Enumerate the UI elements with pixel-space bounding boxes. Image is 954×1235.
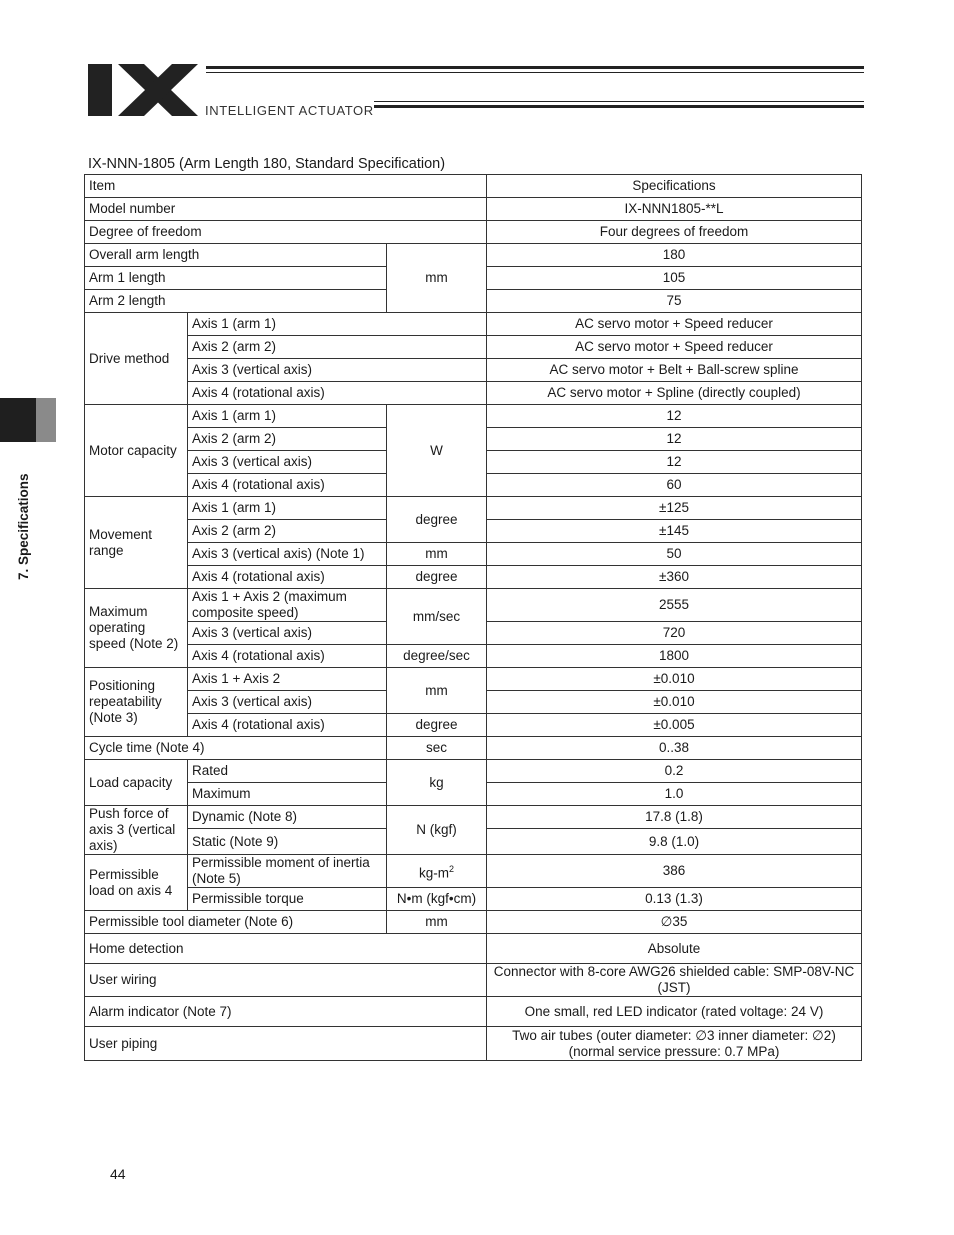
cell: Maximum bbox=[188, 783, 387, 806]
cell: ±0.005 bbox=[487, 714, 862, 737]
cell: Arm 1 length bbox=[85, 267, 387, 290]
unit-superscript: 2 bbox=[448, 863, 454, 874]
cell: ±360 bbox=[487, 566, 862, 589]
cell: 17.8 (1.8) bbox=[487, 806, 862, 829]
cell: One small, red LED indicator (rated voltage: 24 V) bbox=[487, 997, 862, 1027]
cell: Dynamic (Note 8) bbox=[188, 806, 387, 829]
cell: Specifications bbox=[487, 175, 862, 198]
cell: Absolute bbox=[487, 934, 862, 964]
page-number: 44 bbox=[110, 1166, 126, 1182]
cell: User wiring bbox=[85, 964, 487, 997]
unit-text: kg-m bbox=[418, 865, 449, 881]
cell: 386 bbox=[487, 855, 862, 888]
table-row bbox=[85, 566, 862, 589]
cell: AC servo motor + Belt + Ball-screw spline bbox=[487, 359, 862, 382]
table-row bbox=[85, 497, 862, 520]
table-row bbox=[85, 668, 862, 691]
table-row bbox=[85, 221, 862, 244]
cell: degree bbox=[387, 497, 487, 543]
cell: Cycle time (Note 4) bbox=[85, 737, 387, 760]
table-row bbox=[85, 336, 862, 359]
table-row bbox=[85, 175, 862, 198]
cell: 180 bbox=[487, 244, 862, 267]
cell: Drive method bbox=[85, 313, 188, 405]
cell: Rated bbox=[188, 760, 387, 783]
cell: Load capacity bbox=[85, 760, 188, 806]
cell: 12 bbox=[487, 428, 862, 451]
table-row bbox=[85, 806, 862, 829]
cell: ∅35 bbox=[487, 911, 862, 934]
cell: mm bbox=[387, 911, 487, 934]
cell: 50 bbox=[487, 543, 862, 566]
table-row bbox=[85, 198, 862, 221]
logo-subtitle: INTELLIGENT ACTUATOR bbox=[205, 103, 374, 118]
table-caption: IX-NNN-1805 (Arm Length 180, Standard Specification) bbox=[88, 156, 446, 172]
cell: Axis 4 (rotational axis) bbox=[188, 645, 387, 668]
chapter-tab-accent bbox=[36, 398, 56, 442]
cell: Static (Note 9) bbox=[188, 829, 387, 855]
cell: AC servo motor + Speed reducer bbox=[487, 336, 862, 359]
cell: Positioning repeatability (Note 3) bbox=[85, 668, 188, 737]
cell: Degree of freedom bbox=[85, 221, 487, 244]
cell: ±125 bbox=[487, 497, 862, 520]
cell: Permissible torque bbox=[188, 888, 387, 911]
table-row bbox=[85, 714, 862, 737]
cell: Axis 1 + Axis 2 bbox=[188, 668, 387, 691]
table-row bbox=[85, 964, 862, 997]
header-rule bbox=[374, 101, 864, 102]
cell: N•m (kgf•cm) bbox=[387, 888, 487, 911]
cell: Permissible moment of inertia (Note 5) bbox=[188, 855, 387, 888]
cell: 75 bbox=[487, 290, 862, 313]
cell: IX-NNN1805-**L bbox=[487, 198, 862, 221]
cell: mm bbox=[387, 244, 487, 313]
cell: degree/sec bbox=[387, 645, 487, 668]
cell: N (kgf) bbox=[387, 806, 487, 855]
cell: mm bbox=[387, 543, 487, 566]
cell: Axis 3 (vertical axis) (Note 1) bbox=[188, 543, 387, 566]
cell: 2555 bbox=[487, 589, 862, 622]
cell: Permissible tool diameter (Note 6) bbox=[85, 911, 387, 934]
table-row bbox=[85, 589, 862, 622]
cell: 105 bbox=[487, 267, 862, 290]
table-row bbox=[85, 888, 862, 911]
cell: Axis 4 (rotational axis) bbox=[188, 566, 387, 589]
cell: Four degrees of freedom bbox=[487, 221, 862, 244]
cell: W bbox=[387, 405, 487, 497]
cell: Alarm indicator (Note 7) bbox=[85, 997, 487, 1027]
cell: sec bbox=[387, 737, 487, 760]
cell: Axis 3 (vertical axis) bbox=[188, 691, 387, 714]
cell: ±0.010 bbox=[487, 668, 862, 691]
cell: Axis 1 (arm 1) bbox=[188, 405, 387, 428]
cell: degree bbox=[387, 566, 487, 589]
cell: Connector with 8-core AWG26 shielded cable: SMP-08V-NC (JST) bbox=[487, 964, 862, 997]
cell: Overall arm length bbox=[85, 244, 387, 267]
cell: Axis 3 (vertical axis) bbox=[188, 359, 487, 382]
cell: Axis 3 (vertical axis) bbox=[188, 622, 387, 645]
cell: ±145 bbox=[487, 520, 862, 543]
cell: Movement range bbox=[85, 497, 188, 589]
cell: 60 bbox=[487, 474, 862, 497]
cell: 1.0 bbox=[487, 783, 862, 806]
cell: AC servo motor + Speed reducer bbox=[487, 313, 862, 336]
cell: mm/sec bbox=[387, 589, 487, 645]
cell: Axis 2 (arm 2) bbox=[188, 428, 387, 451]
cell: Push force of axis 3 (vertical axis) bbox=[85, 806, 188, 855]
table-row bbox=[85, 1027, 862, 1061]
table-row bbox=[85, 359, 862, 382]
cell: Home detection bbox=[85, 934, 487, 964]
header-rule bbox=[206, 66, 864, 69]
cell: Axis 4 (rotational axis) bbox=[188, 714, 387, 737]
cell: Axis 2 (arm 2) bbox=[188, 336, 487, 359]
table-row bbox=[85, 934, 862, 964]
header-rule bbox=[206, 72, 864, 73]
cell: AC servo motor + Spline (directly coupled) bbox=[487, 382, 862, 405]
cell: Item bbox=[85, 175, 487, 198]
cell: Axis 1 (arm 1) bbox=[188, 313, 487, 336]
ix-logo bbox=[88, 64, 200, 118]
cell: 0.13 (1.3) bbox=[487, 888, 862, 911]
cell: Axis 2 (arm 2) bbox=[188, 520, 387, 543]
chapter-tab bbox=[0, 398, 36, 442]
table-row bbox=[85, 855, 862, 888]
cell: degree bbox=[387, 714, 487, 737]
cell: User piping bbox=[85, 1027, 487, 1061]
cell: Axis 4 (rotational axis) bbox=[188, 474, 387, 497]
cell: ±0.010 bbox=[487, 691, 862, 714]
cell: 12 bbox=[487, 451, 862, 474]
table-row bbox=[85, 313, 862, 336]
table-row bbox=[85, 405, 862, 428]
cell: Axis 1 (arm 1) bbox=[188, 497, 387, 520]
cell: Axis 1 + Axis 2 (maximum composite speed) bbox=[188, 589, 387, 622]
specification-table bbox=[84, 174, 862, 1061]
cell: mm bbox=[387, 668, 487, 714]
table-row bbox=[85, 543, 862, 566]
cell: 1800 bbox=[487, 645, 862, 668]
cell: Motor capacity bbox=[85, 405, 188, 497]
table-row bbox=[85, 737, 862, 760]
cell: Maximum operating speed (Note 2) bbox=[85, 589, 188, 668]
header-rule bbox=[374, 105, 864, 108]
cell: Model number bbox=[85, 198, 487, 221]
cell: Arm 2 length bbox=[85, 290, 387, 313]
table-row bbox=[85, 645, 862, 668]
cell: 0..38 bbox=[487, 737, 862, 760]
cell: kg bbox=[387, 760, 487, 806]
cell: 0.2 bbox=[487, 760, 862, 783]
cell bbox=[387, 855, 487, 888]
table-row bbox=[85, 382, 862, 405]
cell: 12 bbox=[487, 405, 862, 428]
cell: 720 bbox=[487, 622, 862, 645]
cell: Two air tubes (outer diameter: ∅3 inner diameter: ∅2) (normal service pressure: 0.7 MPa) bbox=[487, 1027, 862, 1061]
table-row bbox=[85, 911, 862, 934]
cell: Axis 3 (vertical axis) bbox=[188, 451, 387, 474]
cell: Permissible load on axis 4 bbox=[85, 855, 188, 911]
cell: 9.8 (1.0) bbox=[487, 829, 862, 855]
cell: Axis 4 (rotational axis) bbox=[188, 382, 487, 405]
chapter-label: 7. Specifications bbox=[16, 473, 31, 580]
table-row bbox=[85, 997, 862, 1027]
table-row bbox=[85, 244, 862, 267]
table-row bbox=[85, 760, 862, 783]
